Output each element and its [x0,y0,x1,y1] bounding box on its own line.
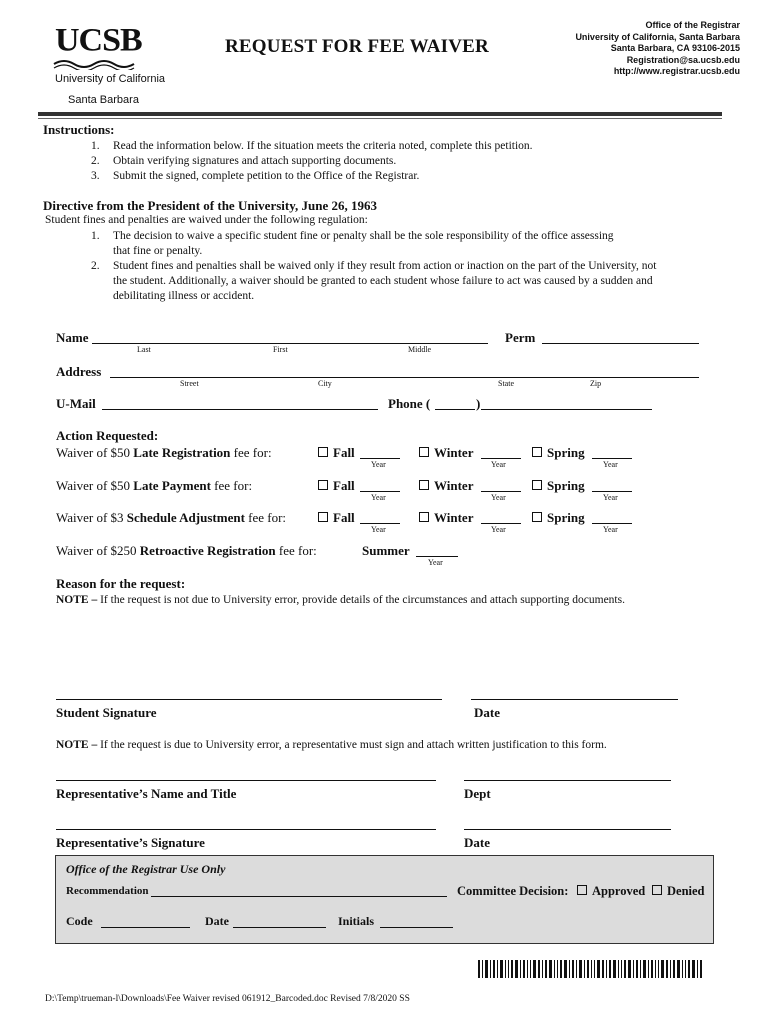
student-signature-line[interactable] [56,699,442,700]
instruction-item: 3. Submit the signed, complete petition to the Office of the Registrar. [91,170,420,182]
office-website[interactable]: http://www.registrar.ucsb.edu [613,66,740,76]
rep-name-label: Representative’s Name and Title [56,786,237,801]
form-title: REQUEST FOR FEE WAIVER [225,36,489,57]
phone-label: Phone ( [388,396,431,411]
fall-checkbox[interactable]: Fall [318,478,355,494]
header-divider [38,112,722,116]
summer-label: Summer [362,543,410,558]
recommendation-field[interactable] [151,885,447,897]
committee-decision-label: Committee Decision: [457,884,569,898]
year-label: Year [603,460,618,469]
name-label: Name [56,330,89,345]
spring-year-field[interactable] [592,512,632,524]
initials-label: Initials [338,914,375,928]
directive-heading: Directive from the President of the University, June 26, 1963 [43,198,377,213]
umail-label: U-Mail [56,396,96,411]
year-label: Year [491,460,506,469]
office-line: Santa Barbara, CA 93106-2015 [610,43,740,53]
year-label: Year [491,525,506,534]
office-line: University of California, Santa Barbara [575,31,740,42]
name-sub-first: First [273,345,288,354]
date-label: Date [464,835,490,850]
ucsb-logo: UCSB [55,22,142,59]
office-line: Office of the Registrar [645,20,740,30]
barcode-icon [478,960,704,978]
rep-name-line[interactable] [56,780,436,781]
spring-year-field[interactable] [592,447,632,459]
directive-item: 1. The decision to waive a specific student fine or penalty shall be the sole responsibility of the office assessing [91,230,614,242]
dept-line[interactable] [464,780,671,781]
winter-year-field[interactable] [481,480,521,492]
winter-year-field[interactable] [481,447,521,459]
rep-date-line[interactable] [464,829,671,830]
winter-checkbox[interactable]: Winter [419,478,473,494]
student-date-line[interactable] [471,699,678,700]
name-sub-last: Last [137,345,151,354]
office-use-heading: Office of the Registrar Use Only [66,862,226,876]
university-name: University of California [55,73,166,85]
winter-checkbox[interactable]: Winter [419,510,473,526]
header-divider-thin [38,118,722,119]
action-row-label: Waiver of $3 Schedule Adjustment fee for: [56,510,287,525]
logo-wave-icon [52,58,138,70]
date-label: Date [474,705,500,720]
fall-checkbox[interactable]: Fall [318,445,355,461]
fall-year-field[interactable] [360,512,400,524]
rep-signature-label: Representative’s Signature [56,835,205,850]
initials-field[interactable] [380,916,453,928]
office-address [480,20,740,78]
phone-number-field[interactable] [481,398,652,410]
code-field[interactable] [101,916,190,928]
fall-year-field[interactable] [360,447,400,459]
phone-paren: ) [476,396,481,411]
phone-area-field[interactable] [435,398,475,410]
directive-item-cont: debilitating illness or accident. [113,290,255,302]
spring-checkbox[interactable]: Spring [532,445,585,461]
year-label: Year [371,525,386,534]
name-field[interactable] [92,332,488,344]
reason-heading: Reason for the request: [56,576,186,591]
directive-item: 2. Student fines and penalties shall be waived only if they result from action or inaction on the part of the University, not [91,260,657,272]
instruction-item: 2. Obtain verifying signatures and attach supporting documents. [91,155,397,167]
fall-year-field[interactable] [360,480,400,492]
name-sub-middle: Middle [408,345,432,354]
dept-label: Dept [464,786,491,801]
action-heading: Action Requested: [56,428,159,443]
directive-item-cont: that fine or penalty. [113,245,203,257]
year-label: Year [428,558,443,567]
year-label: Year [603,525,618,534]
winter-checkbox[interactable]: Winter [419,445,473,461]
umail-field[interactable] [102,398,378,410]
year-label: Year [491,493,506,502]
directive-intro: Student fines and penalties are waived under the following regulation: [45,214,368,226]
address-field[interactable] [110,366,699,378]
winter-year-field[interactable] [481,512,521,524]
recommendation-label: Recommendation [66,885,149,897]
address-sub-city: City [318,379,332,388]
footer-file-path: D:\Temp\trueman-l\Downloads\Fee Waiver revised 061912_Barcoded.doc Revised 7/8/2020 SS [45,994,410,1004]
office-date-label: Date [205,914,229,928]
rep-signature-line[interactable] [56,829,436,830]
approved-checkbox[interactable]: Approved [577,884,645,899]
instructions-heading: Instructions: [43,122,115,137]
office-email[interactable]: Registration@sa.ucsb.edu [626,54,740,65]
reason-text-area[interactable] [56,612,706,692]
year-label: Year [603,493,618,502]
denied-checkbox[interactable]: Denied [652,884,705,899]
spring-year-field[interactable] [592,480,632,492]
student-signature-label: Student Signature [56,705,157,720]
summer-year-field[interactable] [416,545,458,557]
office-date-field[interactable] [233,916,326,928]
fall-checkbox[interactable]: Fall [318,510,355,526]
instruction-item: 1. Read the information below. If the situation meets the criteria noted, complete this petition. [91,140,533,152]
action-row-label: Waiver of $50 Late Payment fee for: [56,478,253,493]
year-label: Year [371,493,386,502]
action-row-label: Waiver of $50 Late Registration fee for: [56,445,272,460]
spring-checkbox[interactable]: Spring [532,478,585,494]
representative-note: NOTE – If the request is due to University error, a representative must sign and attach written justification to this form. [56,739,607,751]
address-sub-zip: Zip [590,379,602,388]
perm-field[interactable] [542,332,699,344]
university-campus: Santa Barbara [68,94,139,106]
address-sub-street: Street [180,379,199,388]
address-sub-state: State [498,379,514,388]
address-label: Address [56,364,102,379]
code-label: Code [66,914,93,928]
directive-item-cont: the student. Additionally, a waiver should be granted to each student whose failure to act was caused by a sudden and [113,275,653,287]
reason-note: NOTE – If the request is not due to University error, provide details of the circumstances and attach supporting documents. [56,594,625,606]
spring-checkbox[interactable]: Spring [532,510,585,526]
year-label: Year [371,460,386,469]
perm-label: Perm [505,330,536,345]
action-row-label: Waiver of $250 Retroactive Registration fee for: [56,543,317,558]
